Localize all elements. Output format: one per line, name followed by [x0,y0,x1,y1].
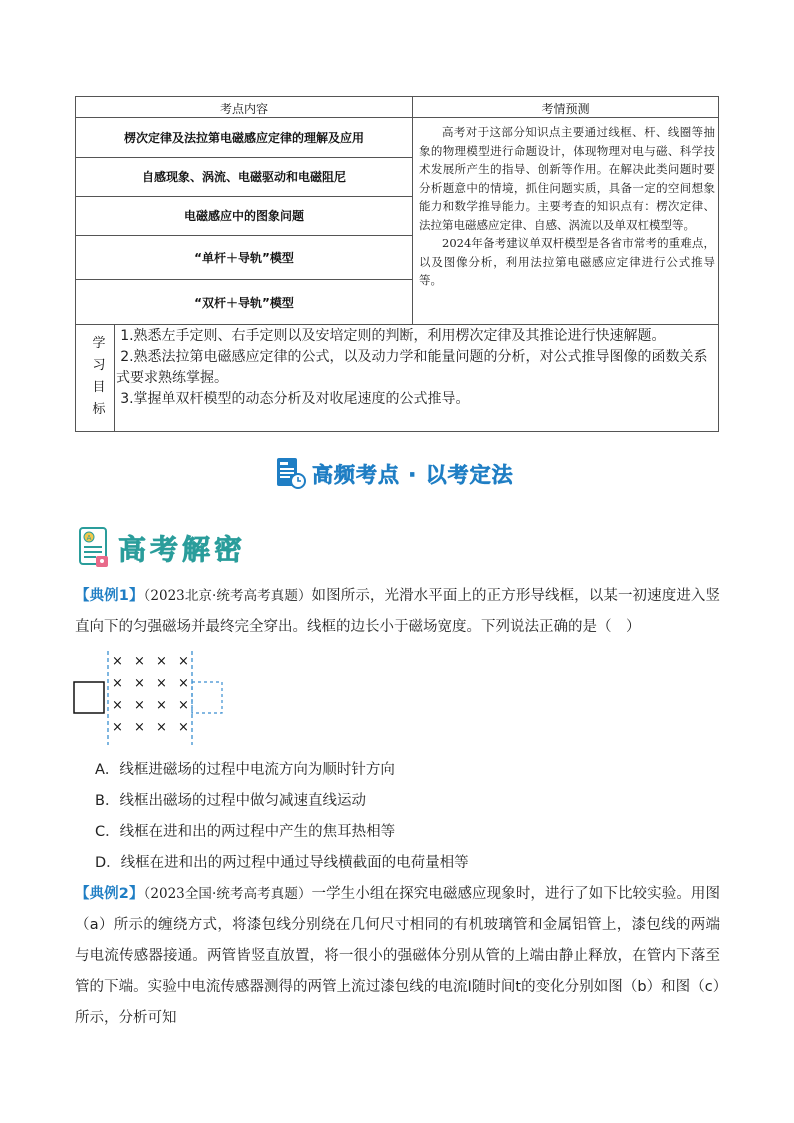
option-d: D．线框在进和出的两过程中通过导线横截面的电荷量相等 [95,855,469,871]
example2-source: （2023全国·统考高考真题） [143,886,312,902]
example1-source: （2023北京·统考高考真题） [143,588,312,604]
prediction-paragraph: 高考对于这部分知识点主要通过线框、杆、线圈等抽象的物理模型进行命题设计，体现物理对电与磁、科学技术发展所产生的指导、创新等作用。在解决此类问题时要分析题意中的情境，抓住问题实质，具备一定的空间想象能力和数学推导能力。主要考查的知识点有：楞次定律、法拉第电磁感应定律、自感、涡流以及单双杠模型等。 [419,125,715,232]
exam-info-table [75,96,719,432]
example1-text: 如图所示，光滑水平面上的正方形导线框，以某一初速度进入竖直向下的匀强磁场并最终完全穿出。线框的边长小于磁场宽度。下列说法正确的是（ ） [75,588,720,635]
banner-title: 高频考点 · 以考定法 [312,463,514,487]
field-crosses [112,654,189,735]
svg-text:×: × [112,654,123,669]
svg-text:×: × [112,720,123,735]
svg-text:×: × [134,720,145,735]
topic-row: 楞次定律及法拉第电磁感应定律的理解及应用 [123,131,364,145]
goal-item: 1.熟悉左手定则、右手定则以及安培定则的判断，利用楞次定律及其推论进行快速解题。 [120,328,666,344]
topic-row: “单杆＋导轨”模型 [194,251,294,265]
learning-goals [116,326,716,410]
example1-tag: 【典例1】 [75,588,144,604]
example2-text: 一学生小组在探究电磁感应现象时，进行了如下比较实验。用图（a）所示的缠绕方式，将漆包线分别绕在几何尺寸相同的有机玻璃管和金属铝管上，漆包线的两端与电流传感器接通。两管皆竖直放置，将一很小的强磁体分别从管的上端由静止释放，在管内下落至管的下端。实验中电流传感器测得的两管上流过漆包线的电流I随时间t的变化分别如图（b）和图（c）所示，分析可知 [75,886,720,1026]
magnetic-field-figure [70,645,240,745]
svg-text:×: × [156,676,167,691]
wire-frame-square [74,682,104,713]
option-c: C．线框在进和出的两过程中产生的焦耳热相等 [95,824,396,840]
svg-text:×: × [134,654,145,669]
goal-item: 3.掌握单双杆模型的动态分析及对收尾速度的公式推导。 [120,391,470,407]
header-prediction: 考情预测 [541,102,590,116]
svg-text:×: × [134,676,145,691]
learning-goals-label: 学 习 目 标 [92,336,106,417]
svg-text:×: × [156,654,167,669]
example1-question [75,581,720,643]
svg-text:×: × [134,698,145,713]
svg-text:A: A [86,534,92,542]
exam-prediction [419,123,715,290]
svg-text:×: × [156,720,167,735]
svg-text:×: × [112,698,123,713]
goal-item: 2.熟悉法拉第电磁感应定律的公式，以及动力学和能量问题的分析，对公式推导图像的函数关系式要求熟练掌握。 [116,349,708,386]
header-content: 考点内容 [219,102,268,116]
example2-tag: 【典例2】 [75,886,144,902]
option-a: A．线框进磁场的过程中电流方向为顺时针方向 [95,762,395,778]
prediction-paragraph: 2024年备考建议单双杆模型是各省市常考的重难点，以及图像分析，利用法拉第电磁感应定律进行公式推导等。 [419,236,715,287]
svg-text:×: × [156,698,167,713]
example2-question [75,879,720,1034]
topic-row: 自感现象、涡流、电磁驱动和电磁阻尼 [141,170,346,184]
exam-paper-icon [78,526,112,570]
frame-exit-position [192,682,222,713]
svg-text:×: × [178,654,189,669]
document-clock-icon [276,456,306,490]
svg-text:×: × [178,676,189,691]
sub-banner-title: 高考解密 [118,533,247,566]
svg-text:×: × [112,676,123,691]
option-b: B．线框出磁场的过程中做匀减速直线运动 [95,793,366,809]
topic-row: 电磁感应中的图象问题 [183,209,304,223]
svg-text:×: × [178,698,189,713]
topic-row: “双杆＋导轨”模型 [194,296,294,310]
svg-text:×: × [178,720,189,735]
